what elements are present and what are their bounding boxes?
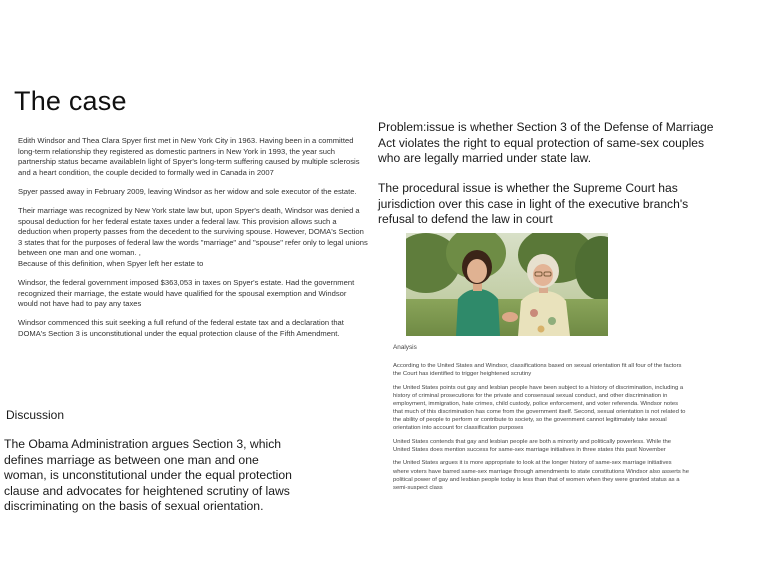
analysis-paragraph: the United States argues it is more appropriate to look at the longer history of same-sex marriage initiatives where voters have barred same-sex marriage through amendments to state constitutions Windsor also asserts he political power of gay and lesbian people today is less than that of women when they were granted status as a semi-suspect class	[393, 460, 689, 491]
analysis-heading: Analysis	[393, 344, 417, 351]
discussion-heading: Discussion	[6, 408, 65, 422]
procedural-issue: The procedural issue is whether the Supreme Court has jurisdiction over this case in light of the executive branch's refusal to defend the law in court	[378, 181, 689, 226]
case-paragraph: Windsor commenced this suit seeking a full refund of the federal estate tax and a declaration that DOMA's Section 3 is unconstitutional under the equal protection clause of the Fifth Amendment.	[18, 318, 344, 338]
photo-illustration	[406, 233, 608, 336]
slide-title: The case	[14, 86, 127, 116]
analysis-paragraph: According to the United States and Windsor, classifications based on sexual orientation fit all four of the factors the Court has identified to trigger heightened scrutiny	[393, 363, 682, 378]
case-paragraph: Windsor, the federal government imposed $363,053 in taxes on Spyer's estate. Had the government recognized their marriage, the estate would have qualified for the spousal exemption and Windsor would not have had to pay any taxes	[18, 278, 355, 309]
analysis-paragraph: the United States points out gay and lesbian people have been subject to a history of discrimination, including a history of criminal prosecutions for the private and consensual sexual conduct, and other discrimination in employment, immigration, hate crimes, child custody, police enforcement, and voter referenda. Windsor notes that much of this discrimination has come from the government itself. Second, sexual orientation is not related to the ability of people to perform or contribute to society, so the government cannot legitimately take sexual orientation into account for classification purposes	[393, 384, 686, 432]
problem-statement: Problem:issue is whether Section 3 of the Defense of Marriage Act violates the right to equal protection of same-sex couples who are legally married under state law.	[378, 120, 714, 165]
case-paragraph: Spyer passed away in February 2009, leaving Windsor as her widow and sole executor of the estate.	[18, 186, 357, 196]
analysis-text	[393, 362, 689, 497]
analysis-paragraph: United States contends that gay and lesbian people are both a minority and politically powerless. While the United States does mention success for same-sex marriage initiatives in three states this past November	[393, 438, 672, 453]
case-paragraph: Because of this definition, when Spyer left her estate to	[18, 258, 204, 268]
windsor-spyer-photo	[406, 233, 608, 336]
case-paragraph: Their marriage was recognized by New York state law but, upon Spyer's death, Windsor was denied a spousal deduction for her federal estate taxes under a federal law. This provision allows such a deduction when property passes from the decedent to the surviving spouse. However, DOMA's Section 3 states that for the purposes of federal law the words "marriage" and "spouse" refer only to legal unions between one man and one woman. ,	[18, 205, 368, 258]
discussion-text: The Obama Administration argues Section 3, which defines marriage as between one man and one woman, is unconstitutional under the equal protection clause and advocates for heightened scrutiny of laws discriminating on the basis of sexual orientation.	[4, 437, 292, 514]
case-paragraph: Edith Windsor and Thea Clara Spyer first met in New York City in 1963. Having been in a committed long-term relationship they registered as domestic partners in New York in 1993, the year such partnership status became availableIn light of Spyer's long-term suffering caused by multiple sclerosis and a heart condition, the couple decided to formally wed in Canada in 2007	[18, 136, 360, 177]
case-facts	[18, 136, 368, 348]
